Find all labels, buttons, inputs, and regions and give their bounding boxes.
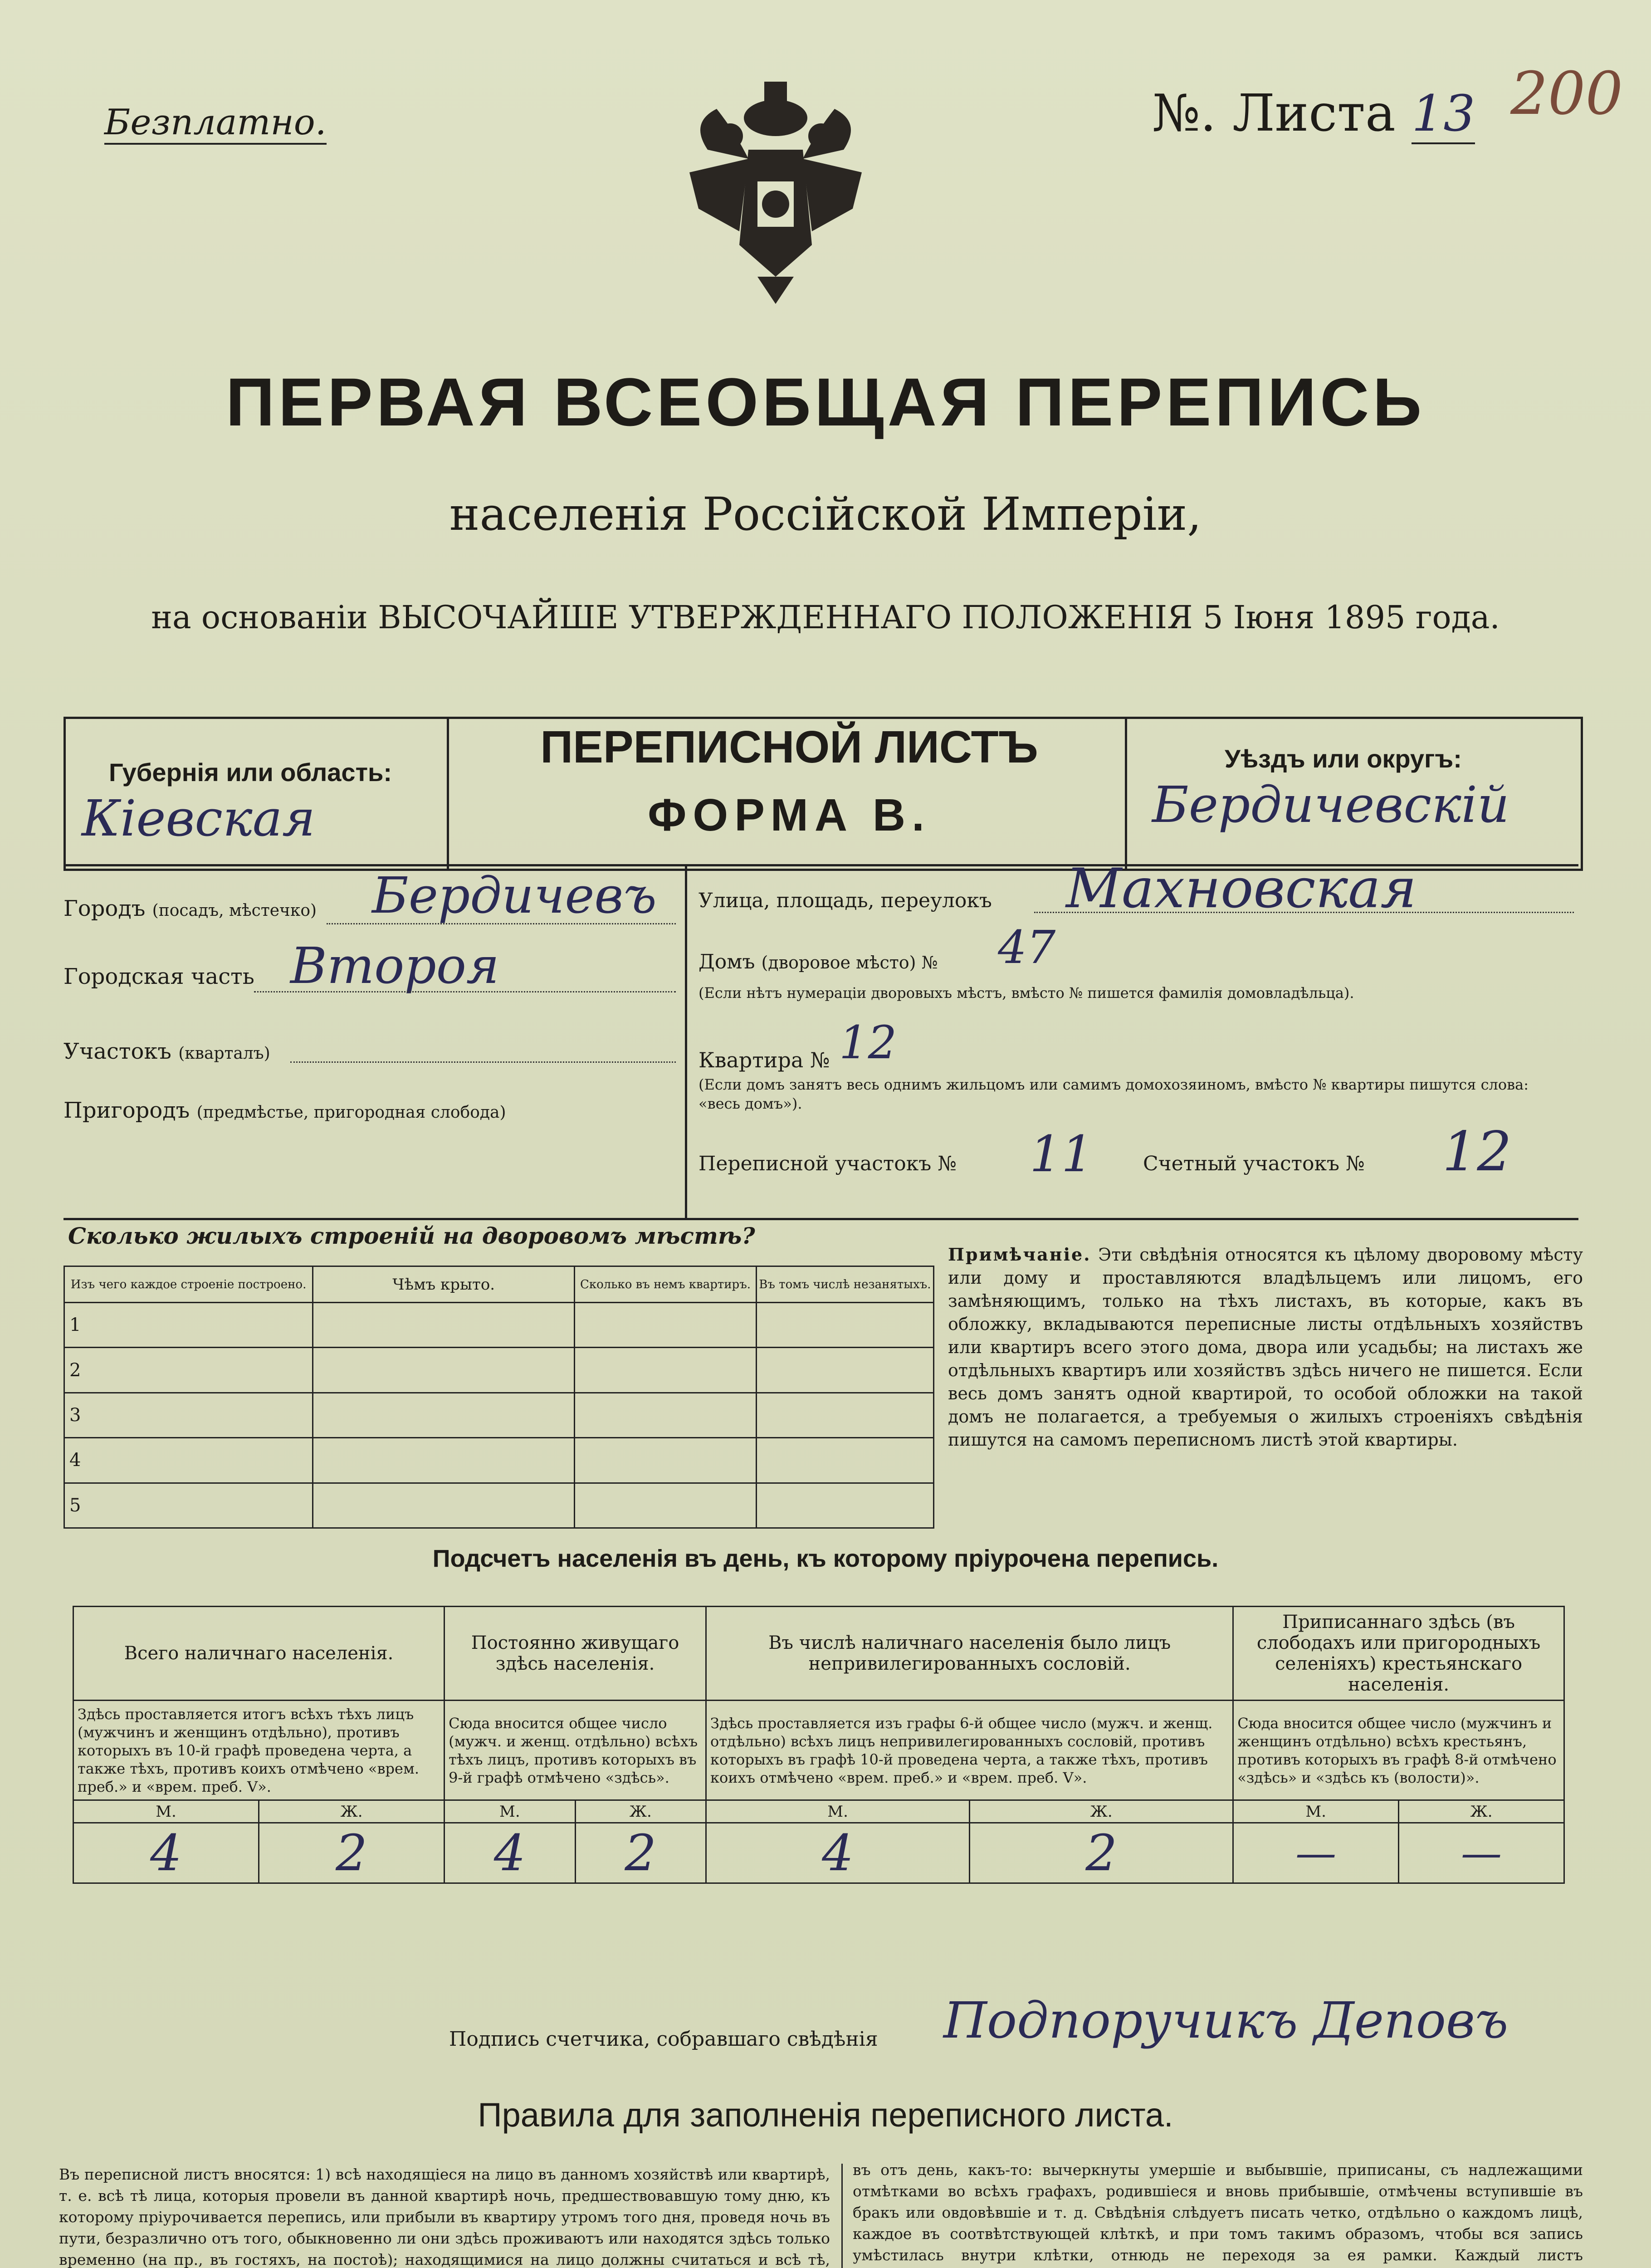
rules-right-column bbox=[853, 2159, 1583, 2268]
signature-label: Подпись счетчика, собравшаго свѣдѣнія bbox=[449, 2028, 878, 2051]
buildings-question: Сколько жилыхъ строеній на дворовомъ мѣстѣ? bbox=[68, 1222, 755, 1249]
buildings-row-number: 3 bbox=[64, 1393, 313, 1437]
section-sub: (кварталъ) bbox=[178, 1044, 270, 1063]
non-privileged-female-value: 2 bbox=[970, 1823, 1233, 1883]
district-value: Бердичевскій bbox=[1152, 776, 1509, 834]
part-value: Второя bbox=[290, 937, 499, 995]
apt-note: (Если домъ занятъ весь однимъ жильцомъ или самимъ домохозяиномъ, вмѣсто № квартиры пишутся слова: «весь домъ»). bbox=[698, 1076, 1529, 1112]
rules-title: Правила для заполненія переписного листа. bbox=[478, 2096, 1173, 2134]
buildings-header: Въ томъ числѣ незанятыхъ. bbox=[756, 1266, 933, 1303]
total-female-value: 2 bbox=[259, 1823, 444, 1883]
city-row bbox=[64, 896, 317, 921]
sheet-number-label-text: №. Листа bbox=[1152, 84, 1396, 143]
buildings-row-number: 4 bbox=[64, 1438, 313, 1483]
suburb-label: Пригородъ bbox=[64, 1098, 190, 1123]
peasant-male-value: — bbox=[1233, 1823, 1399, 1883]
house-row bbox=[698, 950, 938, 973]
note-text: Эти свѣдѣнія относятся къ цѣлому дворовому мѣсту или дому и проставляются владѣльцемъ или лицомъ, его замѣняющимъ, только на тѣхъ листахъ, въ которые, какъ въ обложку, вкладываются переписные листы отдѣльныхъ хозяйствъ или квартиръ всего этого дома, двора или усадьбы; на листахъ же отдѣльныхъ квартиръ или хозяйствъ здѣсь ничего не пишется. Если весь домъ занятъ одной квартирой, то особой обложки на такой домъ не полагается, а требуемыя о жилыхъ строеніяхъ свѣдѣнія пишутся на самомъ переписномъ листѣ этой квартиры. bbox=[948, 1245, 1583, 1450]
apt-label: Квартира № bbox=[698, 1048, 830, 1072]
male-label: М. bbox=[1233, 1800, 1399, 1823]
sheet-number-value: 13 bbox=[1412, 84, 1475, 144]
buildings-row-number: 2 bbox=[64, 1348, 313, 1393]
buildings-table bbox=[64, 1266, 934, 1529]
population-title: Подсчетъ населенія въ день, къ которому пріурочена перепись. bbox=[432, 1545, 1219, 1572]
signature-value: Подпоручикъ Деповъ bbox=[943, 1991, 1509, 2049]
female-label: Ж. bbox=[970, 1800, 1233, 1823]
suburb-sub: (предмѣстье, пригородная слобода) bbox=[196, 1103, 506, 1122]
part-label: Городская часть bbox=[64, 964, 254, 989]
population-column-desc: Здѣсь проставляется итогъ всѣхъ тѣхъ лицъ (мужчинъ и женщинъ отдѣльно), противъ которыхъ въ 10-й графѣ проведена черта, а также тѣхъ, противъ коихъ отмѣчено «врем. преб.» и «врем. преб. V». bbox=[73, 1701, 444, 1800]
population-column-head: Въ числѣ наличнаго населенія было лицъ непривилегированныхъ сословій. bbox=[706, 1607, 1233, 1701]
total-male-value: 4 bbox=[73, 1823, 259, 1883]
rules-right-text: въ отъ день, какъ-то: вычеркнуты умершіе и выбывшіе, приписаны, съ надлежащими отмѣтками во всѣхъ графахъ, родившіеся и вновь прибывшіе, отмѣчены вступившіе въ бракъ или овдовѣвшіе и т. д. Свѣдѣнія слѣдуетъ писать четко, отдѣльно о каждомъ лицѣ, каждое въ соотвѣтствующей клѣткѣ, и при томъ такимъ образомъ, чтобы вся запись умѣстилась внутри клѣтки, отнюдь не переходя за ея рамки. Каждый листъ bbox=[853, 2161, 1583, 2264]
buildings-row-number: 1 bbox=[64, 1303, 313, 1348]
female-label: Ж. bbox=[1399, 1800, 1564, 1823]
population-column-head: Всего наличнаго населенія. bbox=[73, 1607, 444, 1701]
free-label: Безплатно. bbox=[104, 102, 327, 145]
apt-value: 12 bbox=[839, 1016, 897, 1069]
main-title: ПЕРВАЯ ВСЕОБЩАЯ ПЕРЕПИСЬ bbox=[225, 364, 1426, 440]
male-label: М. bbox=[73, 1800, 259, 1823]
population-column-head: Постоянно живущаго здѣсь населенія. bbox=[444, 1607, 706, 1701]
house-sub: (дворовое мѣсто) № bbox=[761, 953, 938, 973]
buildings-header: Чѣмъ крыто. bbox=[313, 1266, 575, 1303]
note-block bbox=[948, 1243, 1583, 1452]
non-privileged-male-value: 4 bbox=[706, 1823, 970, 1883]
census-district-label: Переписной участокъ № bbox=[698, 1152, 957, 1175]
population-column-desc: Сюда вносится общее число (мужчинъ и женщинъ отдѣльно) всѣхъ крестьянъ, противъ которыхъ въ графѣ 8-й отмѣчено «здѣсь» и «здѣсь къ (волости)». bbox=[1233, 1701, 1564, 1800]
city-label: Городъ bbox=[64, 896, 146, 921]
female-label: Ж. bbox=[575, 1800, 706, 1823]
archive-number: 200 bbox=[1510, 59, 1623, 128]
rules-left-column: Въ переписной листъ вносятся: 1) всѣ находящіеся на лицо въ данномъ хозяйствѣ или квартирѣ, т. е. всѣ тѣ лица, которыя провели въ данной квартирѣ ночь, предшествовавшую тому дню, къ которому пріурочивается перепись, или прибыли въ квартиру утромъ того дня, проведя ночь въ пути, безразлично отъ того, обыкновенно ли они здѣсь проживаютъ или находятся здѣсь только временно (на пр., въ гостяхъ, на постоѣ); находящимися на лицо должны считаться и всѣ тѣ, bbox=[59, 2165, 830, 2268]
province-value: Кіевская bbox=[82, 789, 316, 847]
suburb-row bbox=[64, 1098, 506, 1123]
female-label: Ж. bbox=[259, 1800, 444, 1823]
city-value: Бердичевъ bbox=[372, 866, 657, 924]
section-label: Участокъ bbox=[64, 1039, 171, 1064]
house-note: (Если нѣтъ нумераціи дворовыхъ мѣстъ, вмѣсто № пишется фамилія домовладѣльца). bbox=[698, 984, 1354, 1002]
house-label: Домъ bbox=[698, 950, 755, 973]
district-label: Уѣздъ или округъ: bbox=[1225, 744, 1462, 773]
count-district-label: Счетный участокъ № bbox=[1143, 1152, 1365, 1175]
house-value: 47 bbox=[998, 921, 1056, 974]
section-row bbox=[64, 1039, 270, 1064]
street-label: Улица, площадь, переулокъ bbox=[698, 889, 992, 912]
buildings-header: Изъ чего каждое строеніе построено. bbox=[64, 1266, 313, 1303]
form-subtitle: ФОРМА В. bbox=[648, 790, 931, 841]
male-label: М. bbox=[444, 1800, 575, 1823]
peasant-female-value: — bbox=[1399, 1823, 1564, 1883]
count-district-value: 12 bbox=[1442, 1120, 1512, 1183]
buildings-header: Сколько въ немъ квартиръ. bbox=[575, 1266, 756, 1303]
basis-line: на основаніи ВЫСОЧАЙШЕ УТВЕРЖДЕННАГО ПОЛОЖЕНІЯ 5 Іюня 1895 года. bbox=[151, 599, 1500, 636]
street-value: Махновская bbox=[1066, 857, 1417, 920]
population-column-desc: Здѣсь проставляется изъ графы 6-й общее число (мужч. и женщ. отдѣльно) всѣхъ лицъ непривилегированныхъ сословій, противъ которыхъ въ графѣ 10-й проведена черта, а также тѣхъ, противъ коихъ отмѣчено «врем. преб.» и «врем. преб. V». bbox=[706, 1701, 1233, 1800]
population-column-head: Приписаннаго здѣсь (въ слободахъ или пригородныхъ селеніяхъ) крестьянскаго населенія. bbox=[1233, 1607, 1564, 1701]
city-sub: (посадъ, мѣстечко) bbox=[152, 901, 317, 920]
province-label: Губернія или область: bbox=[109, 758, 392, 787]
note-label: Примѣчаніе. bbox=[948, 1244, 1091, 1265]
population-column-desc: Сюда вносится общее число (мужч. и женщ. отдѣльно) всѣхъ тѣхъ лицъ, противъ которыхъ въ 9-й графѣ отмѣчено «здѣсь». bbox=[444, 1701, 706, 1800]
double-headed-eagle-icon bbox=[680, 82, 871, 304]
form-title: ПЕРЕПИСНОЙ ЛИСТЪ bbox=[540, 722, 1038, 772]
permanent-male-value: 4 bbox=[444, 1823, 575, 1883]
population-table bbox=[73, 1606, 1565, 1884]
male-label: М. bbox=[706, 1800, 970, 1823]
buildings-row-number: 5 bbox=[64, 1483, 313, 1528]
sub-title: населенія Россійской Имперіи, bbox=[449, 488, 1202, 541]
permanent-female-value: 2 bbox=[575, 1823, 706, 1883]
census-district-value: 11 bbox=[1030, 1125, 1093, 1183]
sheet-number-label bbox=[1152, 84, 1475, 143]
